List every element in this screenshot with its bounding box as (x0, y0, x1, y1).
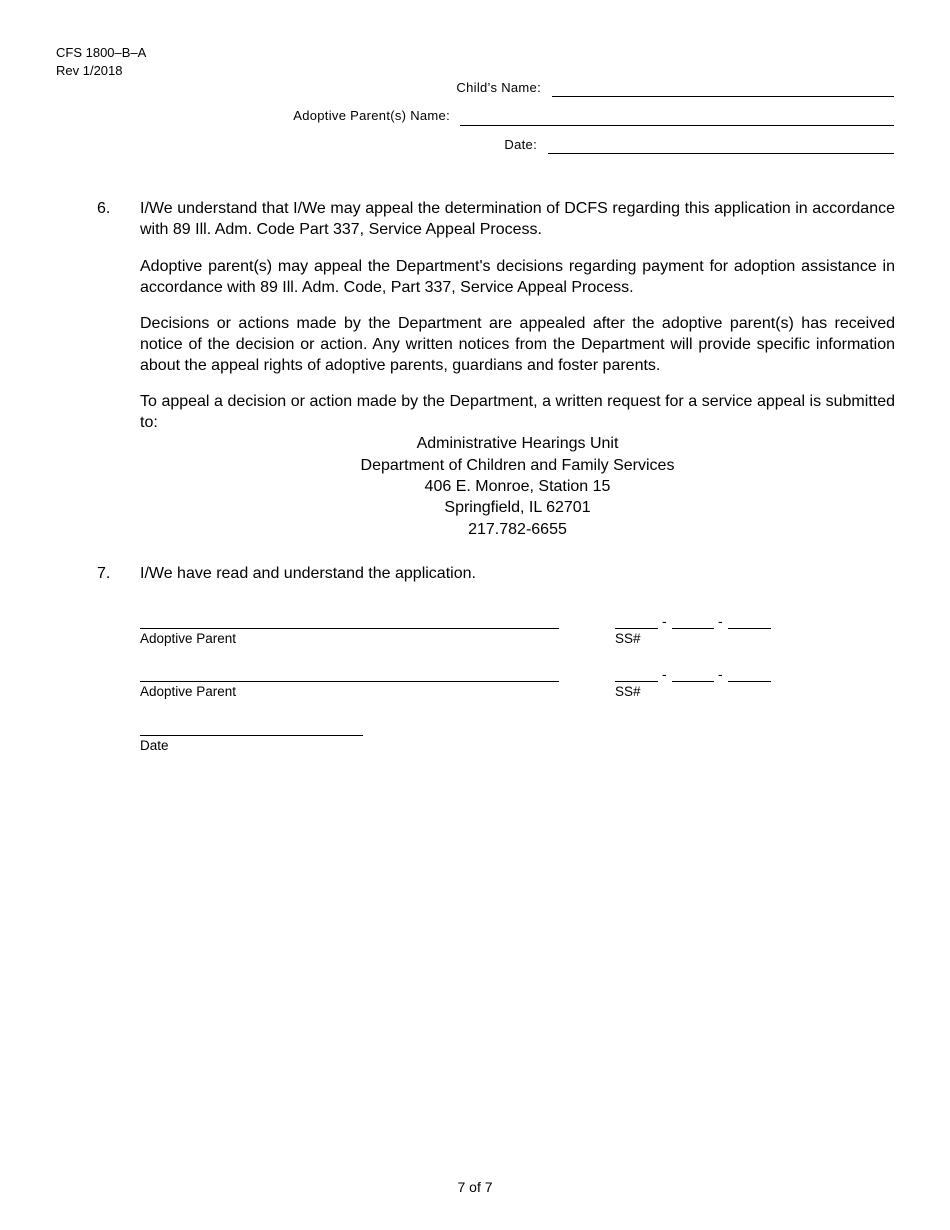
ssn-1-part-2[interactable] (672, 628, 714, 629)
header-date-field[interactable] (548, 153, 894, 154)
ssn-1-separator-2: - (718, 613, 723, 629)
section-6-paragraph-1: I/We understand that I/We may appeal the determination of DCFS regarding this application in accordance with 89 Ill. Adm. Code Part 337, Service Appeal Process. (140, 200, 895, 238)
form-revision: Rev 1/2018 (56, 63, 123, 78)
signature-date-label: Date (140, 738, 169, 753)
ssn-1-label: SS# (615, 631, 641, 646)
section-7-text: I/We have read and understand the application. (140, 565, 476, 582)
ssn-2-separator-1: - (662, 666, 667, 682)
adoptive-parent-2-signature-line[interactable] (140, 681, 559, 682)
address-department: Department of Children and Family Services (360, 457, 675, 474)
address-street: 406 E. Monroe, Station 15 (424, 478, 611, 495)
header-date-label: Date: (504, 137, 537, 152)
child-name-label: Child’s Name: (456, 80, 541, 95)
ssn-2-separator-2: - (718, 666, 723, 682)
adoptive-parent-1-signature-line[interactable] (140, 628, 559, 629)
signature-date-line[interactable] (140, 735, 363, 736)
form-code: CFS 1800–B–A (56, 45, 147, 60)
section-6-paragraph-2: Adoptive parent(s) may appeal the Department's decisions regarding payment for adoption assistance in accordance with 89 Ill. Adm. Code, Part 337, Service Appeal Process. (140, 258, 895, 296)
ssn-1-part-1[interactable] (615, 628, 658, 629)
address-unit: Administrative Hearings Unit (416, 435, 619, 452)
adoptive-parent-1-label: Adoptive Parent (140, 631, 237, 646)
ssn-2-part-3[interactable] (728, 681, 771, 682)
ssn-2-part-2[interactable] (672, 681, 714, 682)
ssn-1-separator-1: - (662, 613, 667, 629)
address-phone: 217.782-6655 (468, 521, 567, 538)
adoptive-parents-name-label: Adoptive Parent(s) Name: (293, 108, 450, 123)
section-6-paragraph-3: Decisions or actions made by the Department are appealed after the adoptive parent(s) has received notice of the decision or action. Any written notices from the Department will provide specific information about the appeal rights of adoptive parents, guardians and foster parents. (140, 315, 895, 374)
page-number: 7 of 7 (457, 1179, 493, 1195)
section-7-number: 7. (97, 565, 111, 582)
section-6-number: 6. (97, 200, 111, 217)
adoptive-parents-name-field[interactable] (460, 125, 894, 126)
ssn-1-part-3[interactable] (728, 628, 771, 629)
child-name-field[interactable] (552, 96, 894, 97)
section-6-paragraph-4: To appeal a decision or action made by the Department, a written request for a service appeal is submitted to: (140, 393, 895, 431)
ssn-2-part-1[interactable] (615, 681, 658, 682)
ssn-2-label: SS# (615, 684, 641, 699)
address-city: Springfield, IL 62701 (444, 499, 591, 516)
adoptive-parent-2-label: Adoptive Parent (140, 684, 237, 699)
